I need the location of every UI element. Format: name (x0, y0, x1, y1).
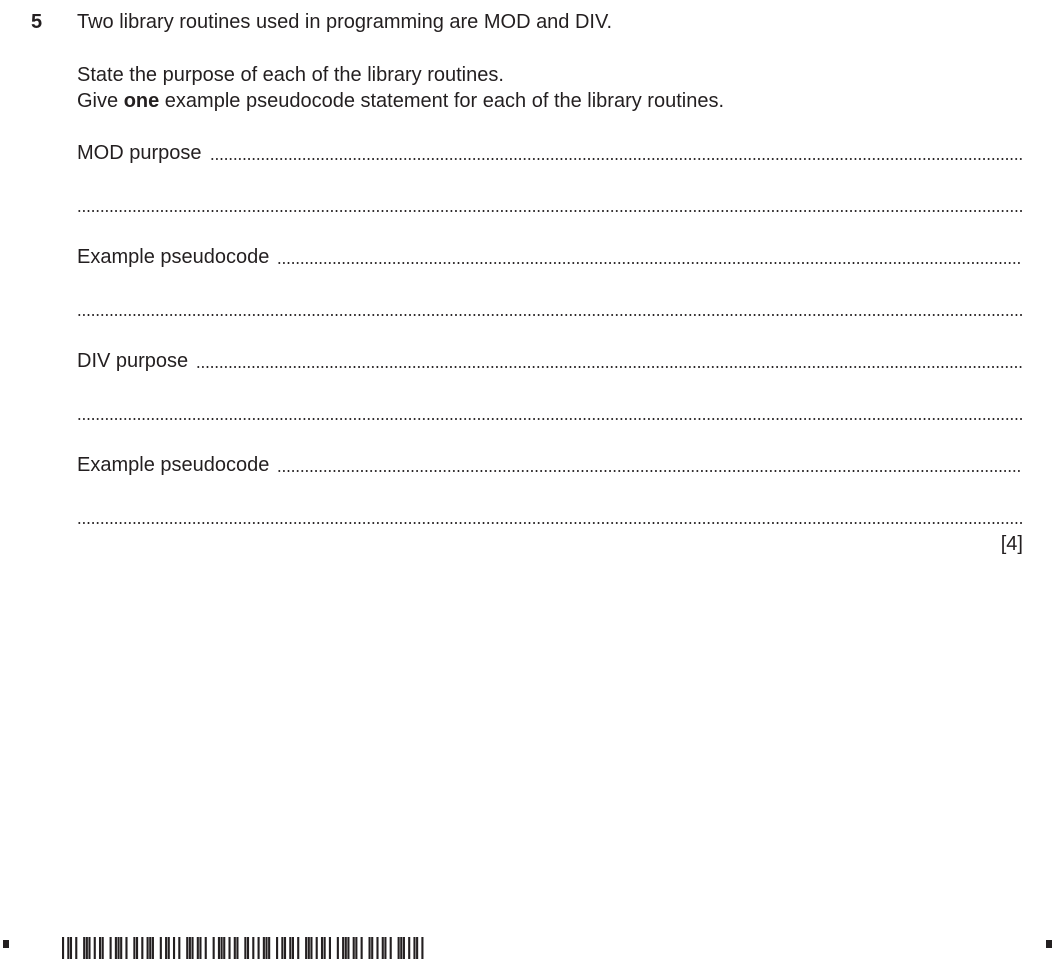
mod-example-continuation-line[interactable] (77, 297, 1022, 321)
div-purpose-answer-line[interactable] (77, 349, 1022, 373)
instruction-example-emphasis: one (123, 90, 160, 112)
dotted-answer-line (77, 210, 1022, 212)
div-example-continuation-line[interactable] (77, 505, 1022, 529)
dotted-answer-line (210, 158, 1023, 160)
dotted-answer-line (196, 366, 1022, 368)
dotted-answer-line (77, 418, 1022, 420)
instruction-example (77, 89, 724, 113)
registration-mark-right (1046, 940, 1052, 948)
page-barcode (62, 937, 424, 959)
instruction-example-suffix: example pseudocode statement for each of the library routines. (159, 90, 725, 112)
instruction-example-prefix: Give (77, 90, 124, 112)
mod-example-label: Example pseudocode (77, 246, 270, 268)
dotted-answer-line (77, 522, 1022, 524)
div-purpose-label: DIV purpose (77, 350, 189, 372)
mod-example-answer-line[interactable] (77, 245, 1022, 269)
dotted-answer-line (277, 262, 1022, 264)
registration-mark-left (3, 940, 9, 948)
div-example-answer-line[interactable] (77, 453, 1022, 477)
div-purpose-continuation-line[interactable] (77, 401, 1022, 425)
marks-total: [4] (1000, 533, 1023, 555)
div-example-label: Example pseudocode (77, 454, 270, 476)
dotted-answer-line (77, 314, 1022, 316)
question-number: 5 (31, 11, 43, 33)
mod-purpose-continuation-line[interactable] (77, 193, 1022, 217)
mod-purpose-label: MOD purpose (77, 142, 202, 164)
question-stem: Two library routines used in programming are MOD and DIV. (77, 11, 613, 33)
dotted-answer-line (277, 470, 1022, 472)
mod-purpose-answer-line[interactable] (77, 141, 1022, 165)
instruction-purpose: State the purpose of each of the library routines. (77, 64, 504, 86)
